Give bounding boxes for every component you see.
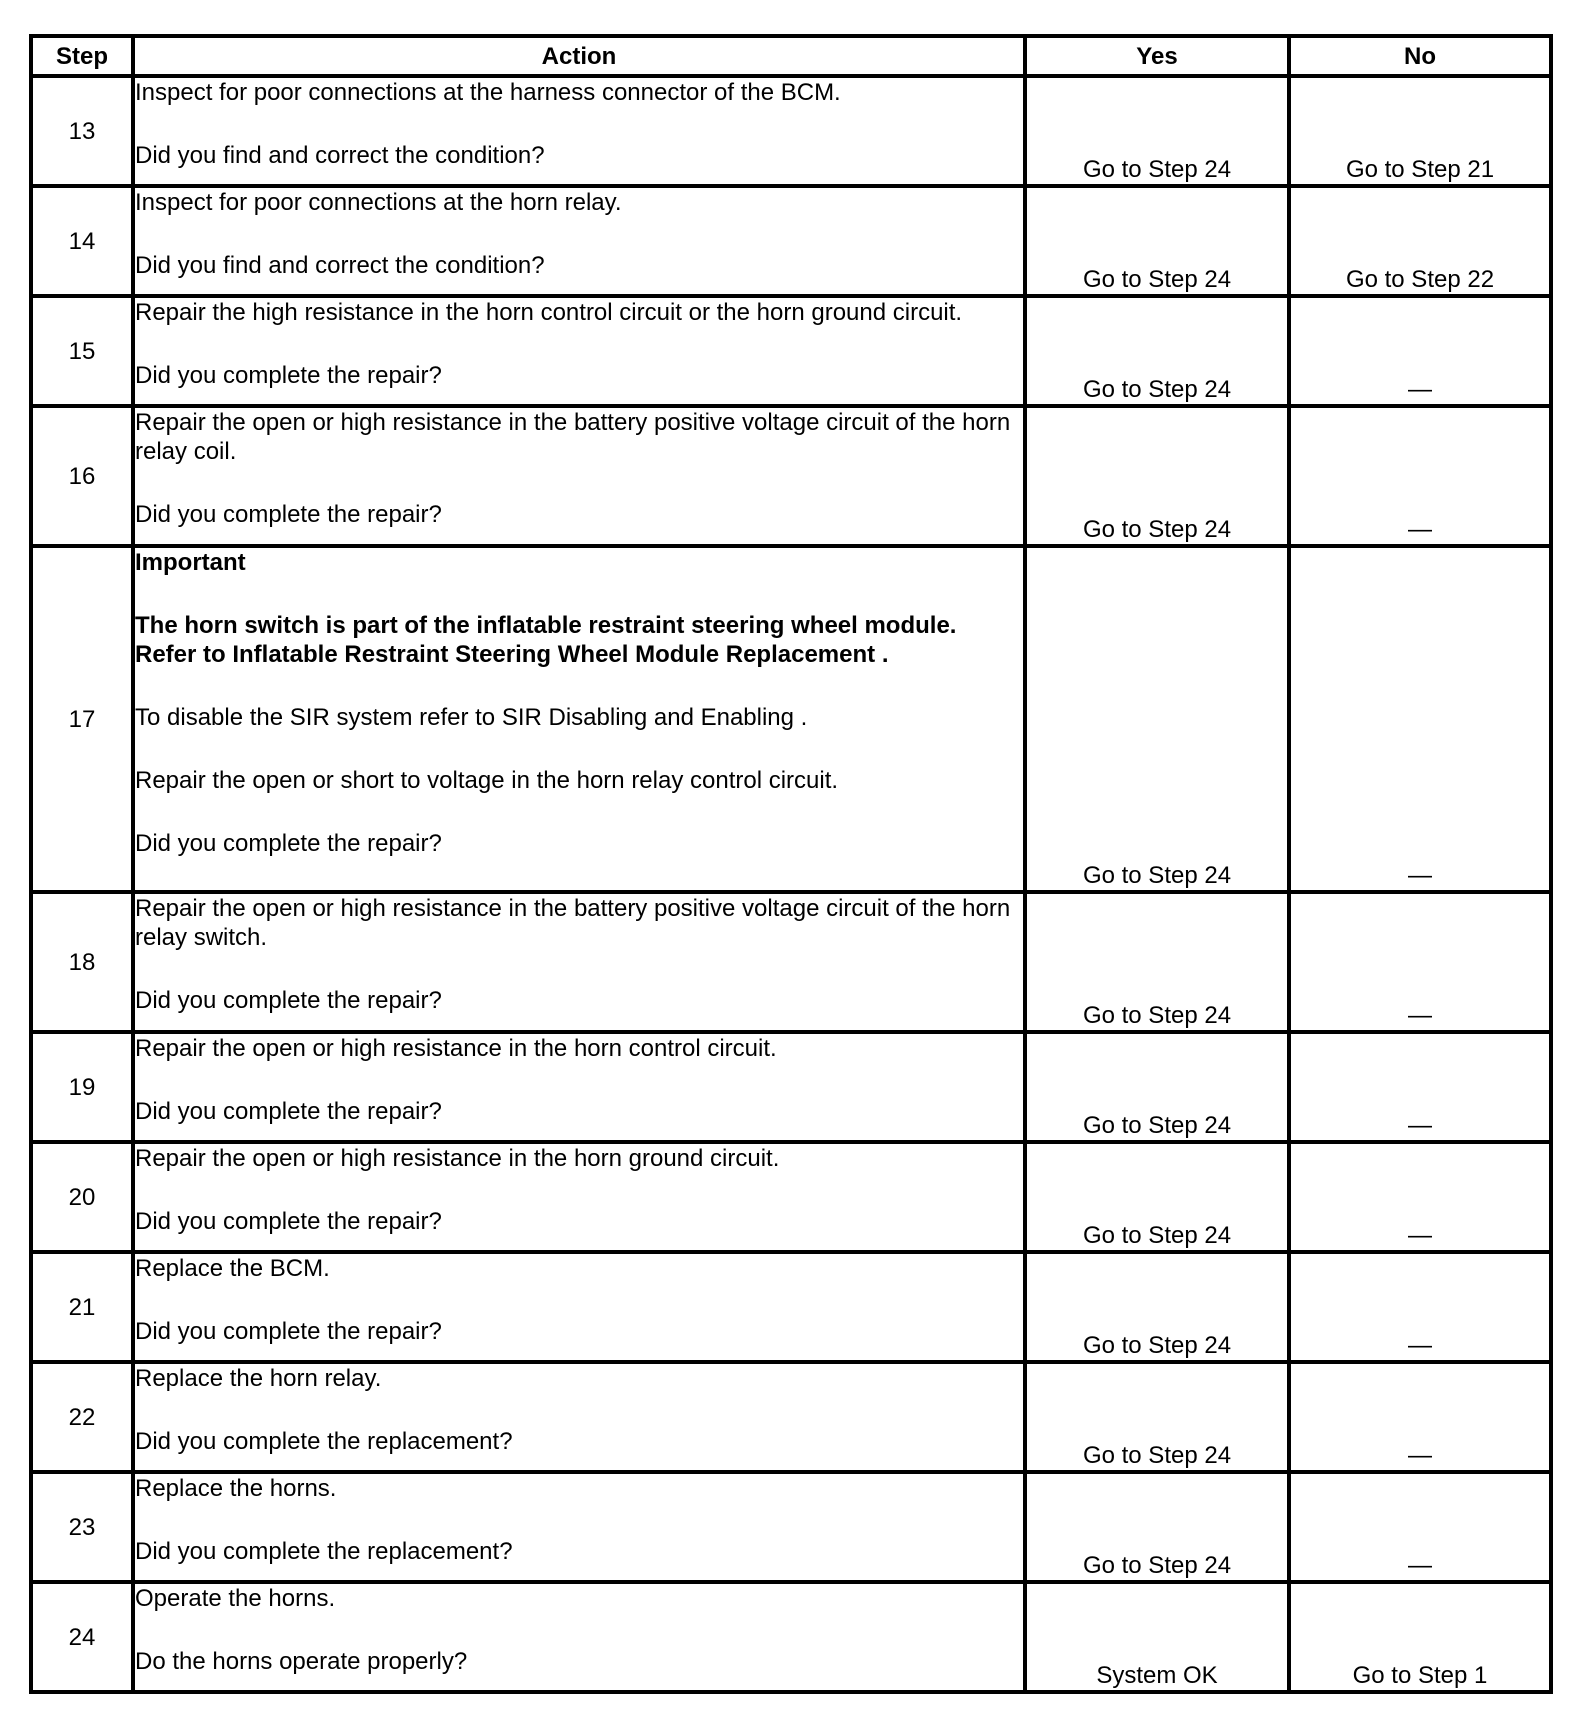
header-step: Step xyxy=(31,36,133,76)
action-question: Did you find and correct the condition? xyxy=(135,252,545,279)
table-row xyxy=(31,1142,1551,1252)
action-instruction: Repair the high resistance in the horn control circuit or the horn ground circuit. xyxy=(135,299,963,326)
yes-outcome: Go to Step 24 xyxy=(1025,546,1289,892)
action-cell xyxy=(133,1142,1025,1252)
action-question: Do the horns operate properly? xyxy=(135,1648,468,1675)
no-outcome: — xyxy=(1289,1142,1551,1252)
important-label: Important xyxy=(135,549,246,576)
action-question: Did you complete the repair? xyxy=(135,501,442,528)
action-question: Did you complete the repair? xyxy=(135,987,442,1014)
step-number: 19 xyxy=(31,1032,133,1142)
diagnostic-table xyxy=(29,34,1553,1694)
important-note: The horn switch is part of the inflatable restraint steering wheel module. Refer to Inflatable Restraint Steering Wheel Module Replacement . xyxy=(135,612,957,668)
action-cell xyxy=(133,1472,1025,1582)
action-cell xyxy=(133,186,1025,296)
yes-outcome: Go to Step 24 xyxy=(1025,1472,1289,1582)
table-row xyxy=(31,546,1551,892)
action-question: Did you find and correct the condition? xyxy=(135,142,545,169)
table-row xyxy=(31,1032,1551,1142)
step-number: 20 xyxy=(31,1142,133,1252)
step-number: 21 xyxy=(31,1252,133,1362)
action-cell xyxy=(133,296,1025,406)
header-action: Action xyxy=(133,36,1025,76)
step-number: 16 xyxy=(31,406,133,546)
table-row xyxy=(31,296,1551,406)
yes-outcome: Go to Step 24 xyxy=(1025,1032,1289,1142)
action-cell xyxy=(133,1252,1025,1362)
action-question: Did you complete the repair? xyxy=(135,1098,442,1125)
step-number: 14 xyxy=(31,186,133,296)
no-outcome: — xyxy=(1289,1472,1551,1582)
step-number: 15 xyxy=(31,296,133,406)
no-outcome: — xyxy=(1289,406,1551,546)
action-cell xyxy=(133,76,1025,186)
table-header-row xyxy=(31,36,1551,76)
table-row xyxy=(31,1472,1551,1582)
action-cell xyxy=(133,1362,1025,1472)
yes-outcome: Go to Step 24 xyxy=(1025,406,1289,546)
action-question: Did you complete the repair? xyxy=(135,830,442,857)
action-instruction: Repair the open or short to voltage in the horn relay control circuit. xyxy=(135,767,839,794)
action-question: Did you complete the repair? xyxy=(135,1318,442,1345)
action-instruction: To disable the SIR system refer to SIR Disabling and Enabling . xyxy=(135,704,808,731)
action-instruction: Repair the open or high resistance in the horn ground circuit. xyxy=(135,1145,780,1172)
yes-outcome: Go to Step 24 xyxy=(1025,892,1289,1032)
action-instruction: Repair the open or high resistance in the battery positive voltage circuit of the horn relay switch. xyxy=(135,895,1011,951)
action-instruction: Inspect for poor connections at the horn relay. xyxy=(135,189,622,216)
no-outcome: — xyxy=(1289,892,1551,1032)
table-row xyxy=(31,1252,1551,1362)
diagnostic-table-container xyxy=(29,34,1553,1694)
action-cell xyxy=(133,892,1025,1032)
step-number: 23 xyxy=(31,1472,133,1582)
yes-outcome: System OK xyxy=(1025,1582,1289,1692)
action-instruction: Inspect for poor connections at the harness connector of the BCM. xyxy=(135,79,841,106)
action-cell xyxy=(133,406,1025,546)
no-outcome: — xyxy=(1289,1362,1551,1472)
header-no: No xyxy=(1289,36,1551,76)
yes-outcome: Go to Step 24 xyxy=(1025,296,1289,406)
yes-outcome: Go to Step 24 xyxy=(1025,1142,1289,1252)
table-row xyxy=(31,406,1551,546)
yes-outcome: Go to Step 24 xyxy=(1025,76,1289,186)
action-cell xyxy=(133,1032,1025,1142)
header-yes: Yes xyxy=(1025,36,1289,76)
action-question: Did you complete the repair? xyxy=(135,362,442,389)
yes-outcome: Go to Step 24 xyxy=(1025,1362,1289,1472)
step-number: 17 xyxy=(31,546,133,892)
no-outcome: — xyxy=(1289,546,1551,892)
no-outcome: Go to Step 22 xyxy=(1289,186,1551,296)
yes-outcome: Go to Step 24 xyxy=(1025,1252,1289,1362)
step-number: 18 xyxy=(31,892,133,1032)
no-outcome: Go to Step 1 xyxy=(1289,1582,1551,1692)
action-instruction: Replace the horns. xyxy=(135,1475,337,1502)
action-question: Did you complete the replacement? xyxy=(135,1538,513,1565)
table-row xyxy=(31,1582,1551,1692)
no-outcome: — xyxy=(1289,296,1551,406)
step-number: 24 xyxy=(31,1582,133,1692)
no-outcome: — xyxy=(1289,1252,1551,1362)
no-outcome: — xyxy=(1289,1032,1551,1142)
action-instruction: Replace the BCM. xyxy=(135,1255,330,1282)
no-outcome: Go to Step 21 xyxy=(1289,76,1551,186)
table-row xyxy=(31,76,1551,186)
action-cell xyxy=(133,546,1025,892)
table-row xyxy=(31,186,1551,296)
action-question: Did you complete the repair? xyxy=(135,1208,442,1235)
action-instruction: Operate the horns. xyxy=(135,1585,336,1612)
table-row xyxy=(31,1362,1551,1472)
action-instruction: Replace the horn relay. xyxy=(135,1365,382,1392)
step-number: 22 xyxy=(31,1362,133,1472)
action-instruction: Repair the open or high resistance in the horn control circuit. xyxy=(135,1035,777,1062)
action-cell xyxy=(133,1582,1025,1692)
action-question: Did you complete the replacement? xyxy=(135,1428,513,1455)
action-instruction: Repair the open or high resistance in the battery positive voltage circuit of the horn relay coil. xyxy=(135,409,1011,465)
step-number: 13 xyxy=(31,76,133,186)
table-row xyxy=(31,892,1551,1032)
yes-outcome: Go to Step 24 xyxy=(1025,186,1289,296)
